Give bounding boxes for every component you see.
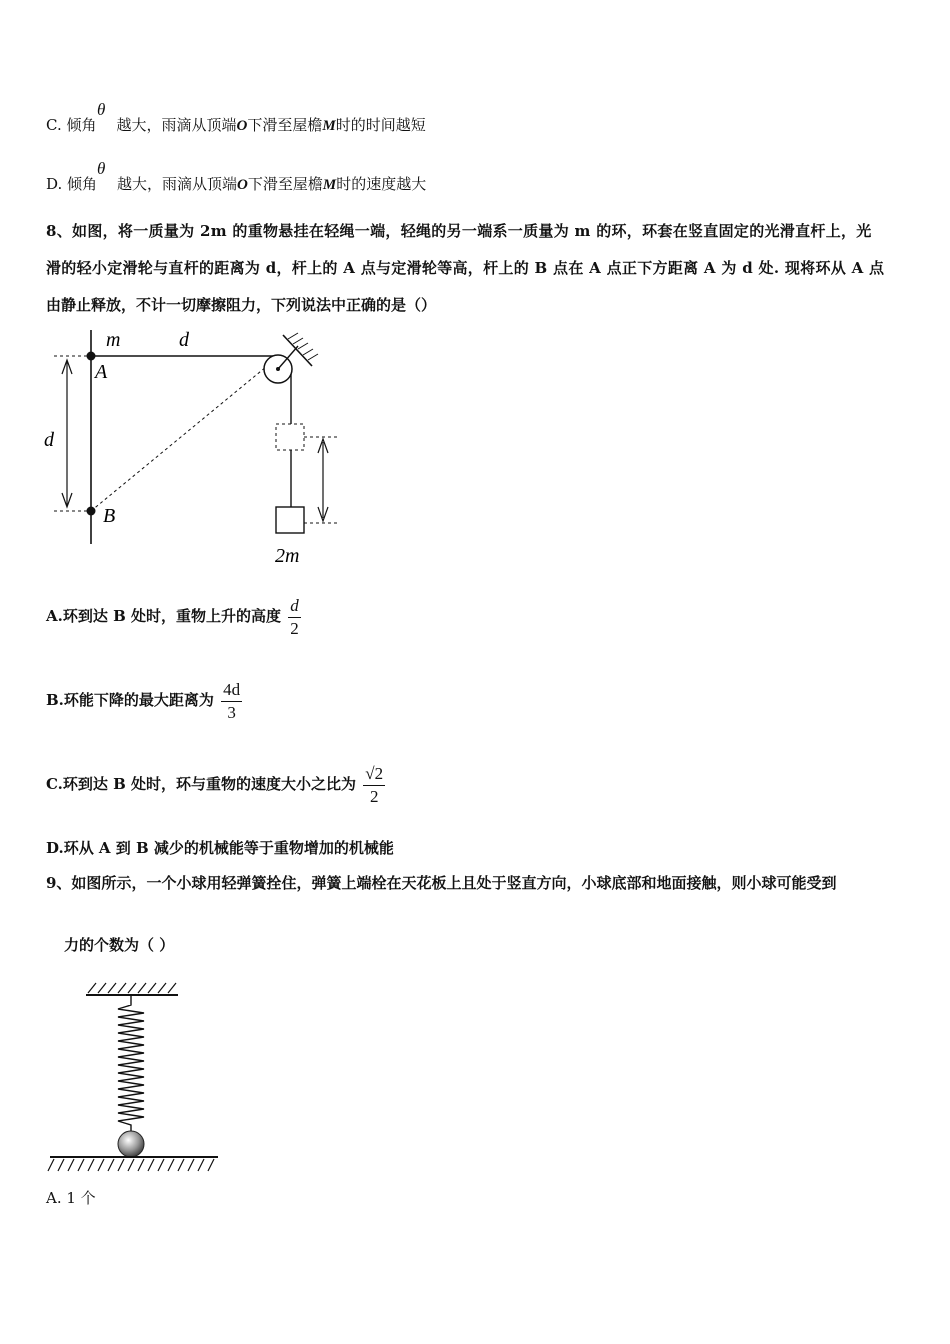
q8-option-c <box>46 754 385 814</box>
q8-a-num: d <box>288 595 301 618</box>
q7-d-prefix: D. 倾角 <box>46 175 98 193</box>
label-b: B <box>103 505 116 527</box>
q9-spring-figure <box>44 975 224 1175</box>
ground-hatch <box>48 1159 214 1171</box>
q8-stem-line2: 滑的轻小定滑轮与直杆的距离为 d，杆上的 A 点与定滑轮等高，杆上的 B 点在 A 点正下方距离 A 为 d 处. 现将环从 A 点 <box>46 259 885 277</box>
mass-initial-dashed <box>276 424 304 450</box>
q8-c-fraction <box>363 763 385 808</box>
ball <box>118 1131 144 1157</box>
q8-c-num: √2 <box>363 763 385 786</box>
mass-box <box>276 507 304 533</box>
q7-d-suffix: 时的速度越大 <box>336 175 427 193</box>
q8-b-fraction <box>221 679 242 724</box>
label-2m: 2m <box>275 545 300 567</box>
q7-c-m: M <box>322 118 336 134</box>
q7-c-mid: 越大，雨滴从顶端 <box>116 116 237 134</box>
q8-c-text: C.环到达 B 处时，环与重物的速度大小之比为 <box>46 775 357 793</box>
label-a: A <box>95 361 108 383</box>
q7-d-mid: 越大，雨滴从顶端 <box>117 175 238 193</box>
q8-b-den: 3 <box>227 702 236 722</box>
point-a <box>87 352 96 361</box>
q8-option-b <box>46 670 242 730</box>
q8-b-text: B.环能下降的最大距离为 <box>46 691 214 709</box>
q7-c-theta: θ <box>97 100 106 119</box>
q7-c-prefix: C. 倾角 <box>46 116 97 134</box>
q8-b-num: 4d <box>221 679 242 702</box>
q8-option-a <box>46 586 301 646</box>
q8-c-den: 2 <box>369 786 379 806</box>
q9-stem-line1: 9、如图所示，一个小球用轻弹簧拴住，弹簧上端栓在天花板上且处于竖直方向，小球底部和地面接触，则小球可能受到 <box>46 874 837 892</box>
q8-a-text: A.环到达 B 处时，重物上升的高度 <box>46 607 281 625</box>
q8-a-den: 2 <box>290 618 299 638</box>
label-m: m <box>106 329 121 351</box>
spring <box>118 995 144 1133</box>
q8-stem-line1: 8、如图，将一质量为 2m 的重物悬挂在轻绳一端，轻绳的另一端系一质量为 m 的环，环套在竖直固定的光滑直杆上，光 <box>46 222 872 240</box>
q7-c-suffix: 时的时间越短 <box>335 116 426 134</box>
q9-option-a: A. 1 个 <box>46 1189 96 1207</box>
q7-d-o: O <box>237 177 248 193</box>
ceiling-hatch <box>88 983 176 993</box>
q8-option-d: D.环从 A 到 B 减少的机械能等于重物增加的机械能 <box>46 839 394 857</box>
q8-pulley-figure <box>40 322 350 572</box>
q7-d-m: M <box>322 177 337 193</box>
q8-a-fraction <box>288 595 301 640</box>
q9-stem-line2: 力的个数为（ ） <box>64 936 175 954</box>
q7-d-theta: θ <box>97 159 106 178</box>
label-d-left: d <box>44 429 54 451</box>
q7-c-o: O <box>236 118 248 134</box>
q7-c-mid2: 下滑至屋檐 <box>247 116 323 134</box>
q8-stem-line3: 由静止释放，不计一切摩擦阻力，下列说法中正确的是（） <box>46 296 437 314</box>
point-b <box>87 507 96 516</box>
diagonal-rope-dashed <box>91 362 272 511</box>
q7-d-mid2: 下滑至屋檐 <box>247 175 323 193</box>
label-d-top: d <box>179 329 189 351</box>
